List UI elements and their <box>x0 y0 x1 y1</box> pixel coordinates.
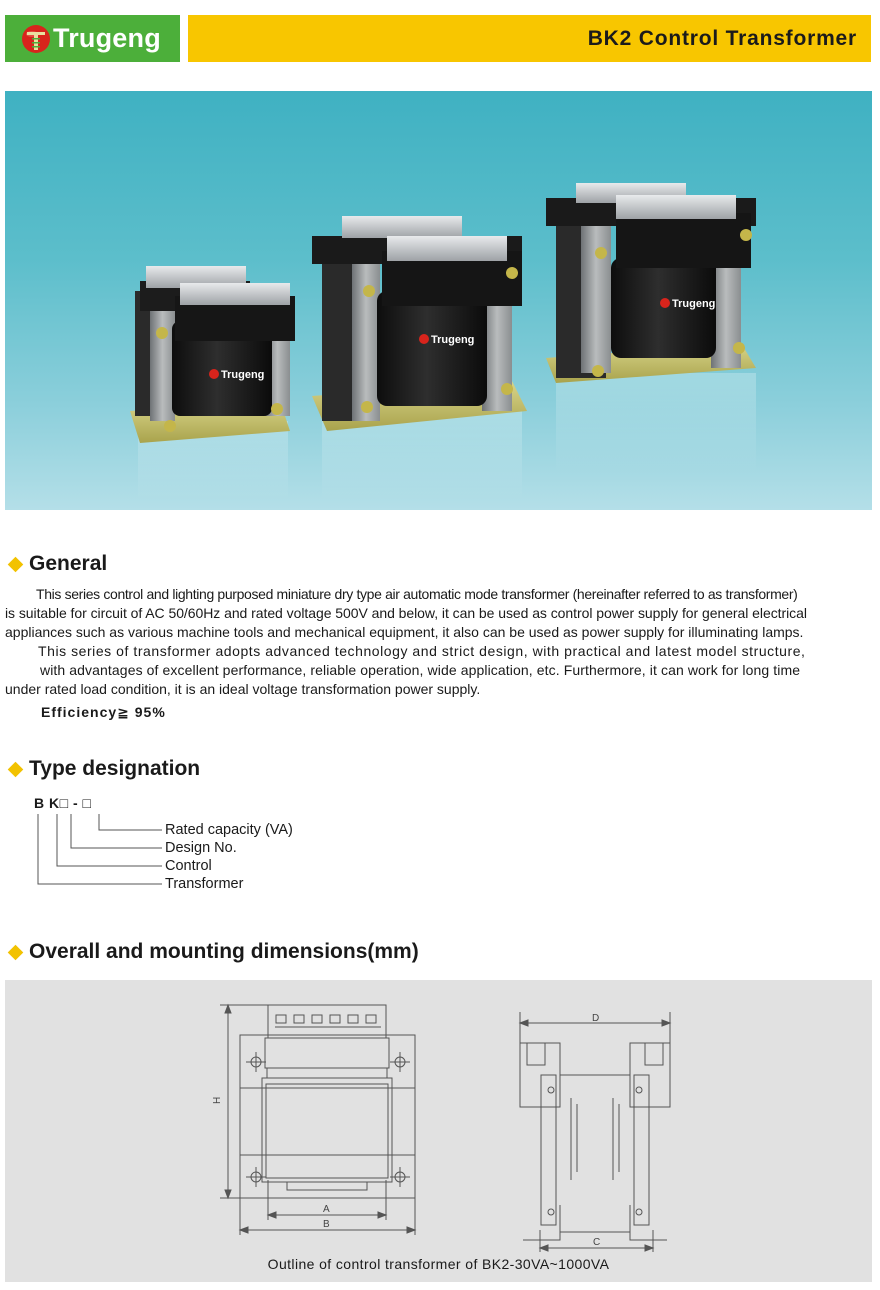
diamond-bullet-icon <box>8 944 24 960</box>
dim-label-c: C <box>593 1237 601 1248</box>
transformer-large <box>546 183 756 473</box>
brand-name: Trugeng <box>53 23 161 53</box>
outline-drawing <box>5 980 872 1282</box>
side-view <box>520 1012 670 1252</box>
product-hero-image <box>5 91 872 510</box>
front-view <box>220 1005 415 1235</box>
product-photo <box>5 91 872 510</box>
general-paragraph-2: This series of transformer adopts advanced technology and strict design, with practical and latest model structure, with advantages of excellent performance, reliable operation, wide application, etc. Furthermore, it can work for long time under rated load condition, it is an ideal voltage transformation power supply. <box>5 643 806 697</box>
transformer-small <box>130 266 295 501</box>
mounting-hole-icon <box>246 1052 410 1187</box>
efficiency-spec: Efficiency≧ 95% <box>41 704 166 720</box>
type-designation-heading: Type designation <box>7 757 200 781</box>
brand-logo <box>5 15 180 62</box>
dim-label-d: D <box>592 1013 600 1024</box>
svg-text:Trugeng: Trugeng <box>431 334 475 346</box>
diamond-bullet-icon <box>8 556 24 572</box>
diamond-bullet-icon <box>8 761 24 777</box>
title-banner <box>188 15 871 62</box>
designation-rated-capacity: Rated capacity (VA) <box>165 822 293 838</box>
dim-label-a: A <box>323 1204 330 1215</box>
type-code: B K□ - □ <box>34 795 92 811</box>
svg-text:Trugeng: Trugeng <box>221 369 265 381</box>
designation-design-no: Design No. <box>165 840 237 856</box>
svg-text:Trugeng: Trugeng <box>672 298 716 310</box>
dim-label-b: B <box>323 1219 330 1230</box>
page-title: BK2 Control Transformer <box>587 26 857 50</box>
type-designation-diagram <box>30 795 350 895</box>
dimensions-heading: Overall and mounting dimensions(mm) <box>7 940 419 964</box>
general-paragraph-1: This series control and lighting purposed miniature dry type air automatic mode transformer (hereinafter referred to as transformer) is suitable for circuit of AC 50/60Hz and rated voltage 500V and below, it can be used as control power supply for general electrical appliances such as various machine tools and mechanical equipment, it also can be used as power supply for illuminating lamps. <box>5 586 807 640</box>
designation-transformer: Transformer <box>165 876 244 892</box>
transformer-medium <box>312 216 527 501</box>
general-heading: General <box>7 552 107 576</box>
dimension-drawing-panel <box>5 980 872 1282</box>
designation-control: Control <box>165 858 212 874</box>
trugeng-logo-icon <box>21 24 51 54</box>
drawing-caption: Outline of control transformer of BK2-30VA~1000VA <box>267 1256 610 1272</box>
dim-label-h: H <box>212 1096 223 1104</box>
